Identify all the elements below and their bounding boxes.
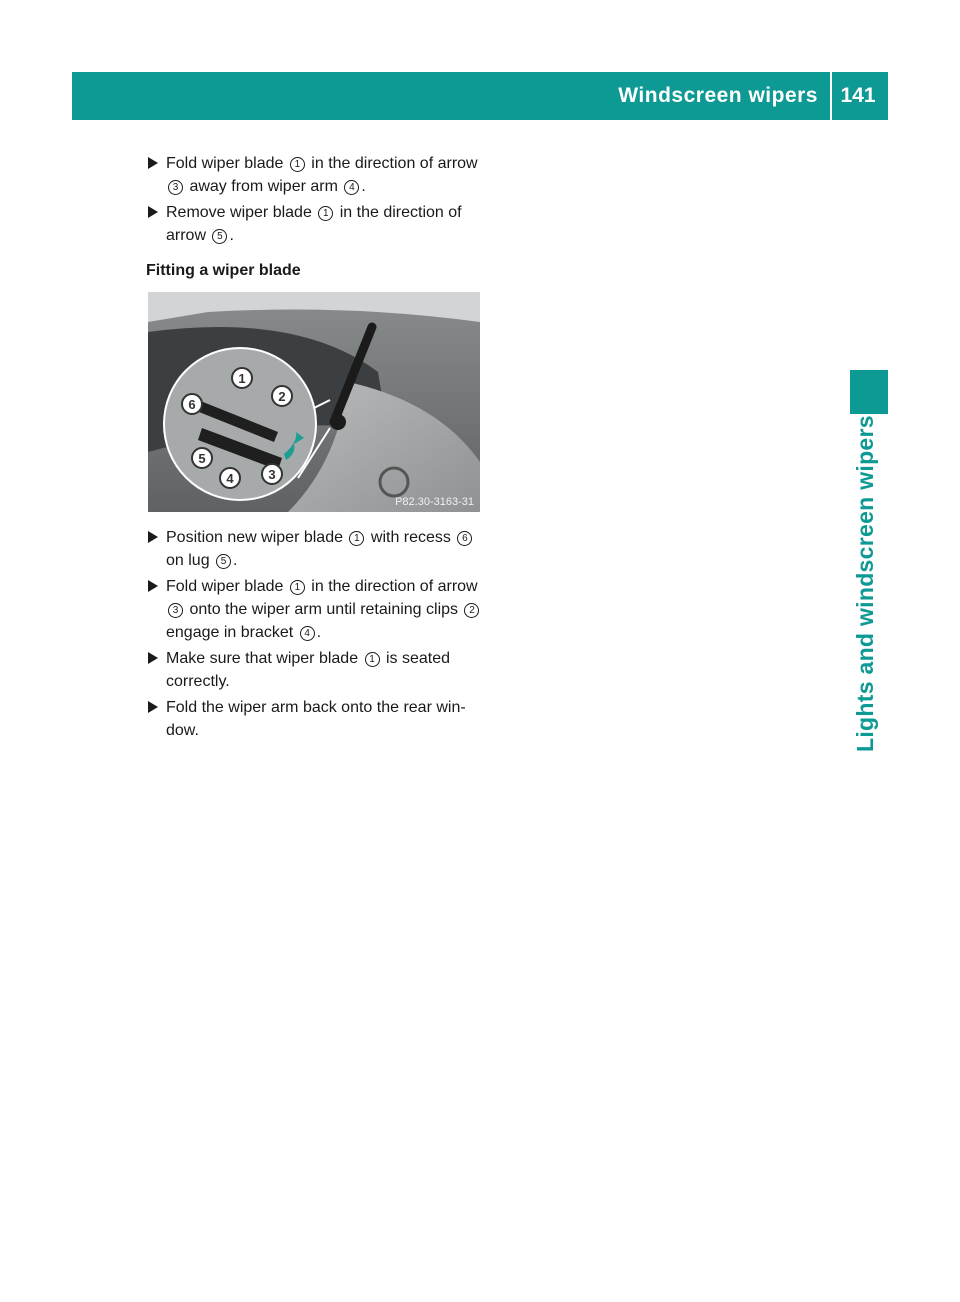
step-text: is seated correctly. <box>166 650 451 690</box>
step-text: . <box>233 552 238 569</box>
content-column <box>146 152 486 296</box>
callout-number: 6 <box>457 531 472 546</box>
callout-number: 1 <box>318 206 333 221</box>
step-item <box>146 647 486 693</box>
step-arrow-icon <box>146 697 160 717</box>
figure-code: P82.30-3163-31 <box>395 496 474 508</box>
step-item <box>146 526 486 572</box>
step-text: on lug <box>166 552 215 569</box>
callout-number: 3 <box>168 180 183 195</box>
step-text: onto the wiper arm until retaining clips <box>185 601 463 618</box>
subheading: Fitting a wiper blade <box>146 262 301 279</box>
figure-callout: 6 <box>188 397 196 412</box>
callout-number: 1 <box>349 531 364 546</box>
step-arrow-icon <box>146 648 160 668</box>
callout-number: 4 <box>344 180 359 195</box>
step-arrow-icon <box>146 153 160 173</box>
step-item <box>146 575 486 644</box>
chapter-tab <box>850 370 888 414</box>
page-header <box>72 72 888 120</box>
step-arrow-icon <box>146 202 160 222</box>
callout-number: 2 <box>464 603 479 618</box>
wiper-photo <box>148 292 480 512</box>
fitting-steps <box>146 526 486 745</box>
step-item <box>146 152 486 198</box>
step-text: in the direction of arrow <box>306 155 478 172</box>
callout-number: 3 <box>168 603 183 618</box>
callout-number: 4 <box>300 626 315 641</box>
step-text: Make sure that wiper blade <box>166 650 363 667</box>
step-text: Fold wiper blade <box>166 578 288 595</box>
callout-number: 5 <box>212 229 227 244</box>
chapter-label: Lights and windscreen wipers <box>852 415 878 752</box>
section-title: Windscreen wipers <box>618 84 818 107</box>
callout-number: 5 <box>216 554 231 569</box>
step-arrow-icon <box>146 527 160 547</box>
page-number: 141 <box>840 84 876 107</box>
figure-callout: 3 <box>268 467 276 482</box>
step-text: . <box>361 178 366 195</box>
step-text: engage in bracket <box>166 624 298 641</box>
step-text: Fold the wiper arm back onto the rear win-dow. <box>166 699 466 739</box>
step-text: in the direction of arrow <box>306 578 478 595</box>
figure-callout: 4 <box>226 471 234 486</box>
step-item <box>146 696 486 742</box>
wiper-illustration <box>148 292 480 512</box>
figure-callout: 5 <box>198 451 206 466</box>
figure-callout: 1 <box>238 371 246 386</box>
step-text: . <box>229 227 234 244</box>
figure-callout: 2 <box>278 389 286 404</box>
step-text: Position new wiper blade <box>166 529 348 546</box>
callout-number: 1 <box>290 157 305 172</box>
step-text: Remove wiper blade <box>166 204 317 221</box>
step-text: with recess <box>366 529 456 546</box>
step-text: Fold wiper blade <box>166 155 288 172</box>
step-item <box>146 201 486 247</box>
step-arrow-icon <box>146 576 160 596</box>
callout-number: 1 <box>290 580 305 595</box>
callout-number: 1 <box>365 652 380 667</box>
step-text: away from wiper arm <box>185 178 343 195</box>
step-text: . <box>316 624 322 641</box>
header-divider <box>830 72 832 120</box>
step-text: in the direction of arrow <box>166 204 462 244</box>
